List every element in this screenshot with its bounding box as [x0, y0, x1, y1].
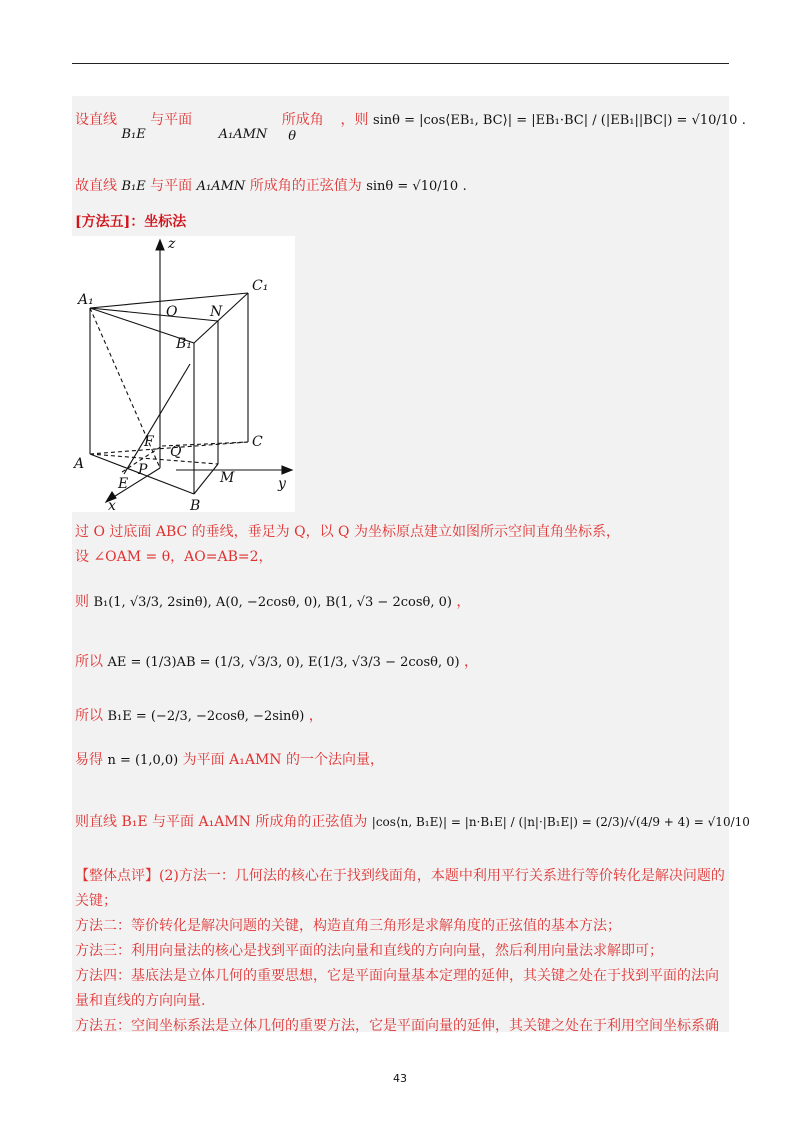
text: ，则: [340, 112, 369, 128]
review-4: 方法三：利用向量法的核心是找到平面的法向量和直线的方向向量，然后利用向量法求解即可；: [75, 943, 663, 959]
label-A1: A₁: [78, 292, 94, 308]
formula: n = (1,0,0): [107, 753, 179, 768]
review-1: 【整体点评】(2)方法一：几何法的核心在于找到线面角，本题中利用平行关系进行等价转化是解决问题的: [75, 868, 725, 884]
label-A: A: [74, 456, 85, 472]
header-rule: [72, 63, 729, 64]
angle-symbol: θ: [288, 129, 297, 144]
line-7: [75, 812, 750, 832]
label-C: C: [252, 434, 263, 450]
text: 则: [75, 594, 89, 610]
review-2: 关键；: [75, 893, 117, 909]
review-3: 方法二：等价转化是解决问题的关键，构造直角三角形是求解角度的正弦值的基本方法；: [75, 918, 621, 934]
period: .: [462, 179, 467, 194]
method5-heading: [方法五]：坐标法: [75, 214, 187, 230]
formula: B₁(1, √3/3, 2sinθ), A(0, −2cosθ, 0), B(1, √3 − 2cosθ, 0): [93, 595, 452, 610]
label-F: F: [144, 434, 154, 450]
formula: sinθ = √10/10: [366, 179, 459, 194]
label-Q: Q: [170, 444, 182, 460]
plane-name: A₁AMN: [218, 127, 268, 142]
plane-name: A₁AMN: [196, 179, 246, 194]
formula: |cos⟨n, B₁E⟩| = |n·B₁E| / (|n|·|B₁E|) = (2/3)/√(4/9 + 4) = √10/10: [371, 815, 750, 829]
text: 故直线: [75, 178, 117, 194]
text: 所以: [75, 654, 103, 670]
text: 与平面: [150, 112, 193, 128]
formula: sinθ = |cos⟨EB₁, BC⟩| = |EB₁·BC| / (|EB₁||BC|) = √10/10: [372, 113, 738, 128]
period: .: [741, 113, 746, 128]
label-B1: B₁: [176, 336, 192, 352]
label-M: M: [220, 470, 235, 486]
label-N: N: [210, 304, 223, 320]
coordinate-diagram: [72, 236, 295, 512]
label-P: P: [138, 462, 148, 478]
para2: [75, 176, 467, 197]
label-B: B: [190, 498, 201, 512]
prism-figure: [72, 236, 295, 512]
label-z: z: [168, 236, 176, 252]
text: 则直线 B₁E 与平面 A₁AMN 所成角的正弦值为: [75, 814, 368, 830]
line-name: B₁E: [121, 127, 146, 142]
text: 所以: [75, 708, 103, 724]
text: 设直线: [75, 112, 117, 128]
line-6: [75, 750, 384, 771]
line-name: B₁E: [121, 179, 146, 194]
line-4: [75, 652, 478, 673]
page-number: 43: [393, 1072, 407, 1085]
text: 与平面: [150, 178, 193, 194]
review-5: 方法四：基底法是立体几何的重要思想，它是平面向量基本定理的延伸，其关键之处在于找到平面的法向: [75, 968, 719, 984]
line-5: [75, 706, 323, 727]
line-2: 设 ∠OAM = θ，AO=AB=2，: [75, 549, 273, 565]
formula: B₁E = (−2/3, −2cosθ, −2sinθ): [107, 709, 305, 724]
label-O: O: [166, 304, 178, 320]
label-C1: C₁: [252, 278, 269, 294]
text: ，: [308, 708, 323, 724]
review-6: 量和直线的方向向量.: [75, 993, 206, 1009]
para1: [75, 110, 746, 144]
text: 所成角的正弦值为: [249, 178, 362, 194]
label-E: E: [118, 476, 129, 492]
formula: AE = (1/3)AB = (1/3, √3/3, 0), E(1/3, √3/3 − 2cosθ, 0): [107, 655, 460, 670]
text: 易得: [75, 752, 103, 768]
review-7: 方法五：空间坐标系法是立体几何的重要方法，它是平面向量的延伸，其关键之处在于利用空间坐标系确: [75, 1018, 719, 1034]
text: 所成角: [281, 112, 324, 128]
line-1: 过 O 过底面 ABC 的垂线，垂足为 Q，以 Q 为坐标原点建立如图所示空间直角坐标系，: [75, 524, 620, 540]
text: ，: [464, 654, 479, 670]
text: ，: [456, 594, 471, 610]
label-x: x: [108, 498, 116, 512]
label-y: y: [278, 476, 286, 492]
line-3: [75, 592, 470, 613]
text: 为平面 A₁AMN 的一个法向量，: [182, 752, 384, 768]
